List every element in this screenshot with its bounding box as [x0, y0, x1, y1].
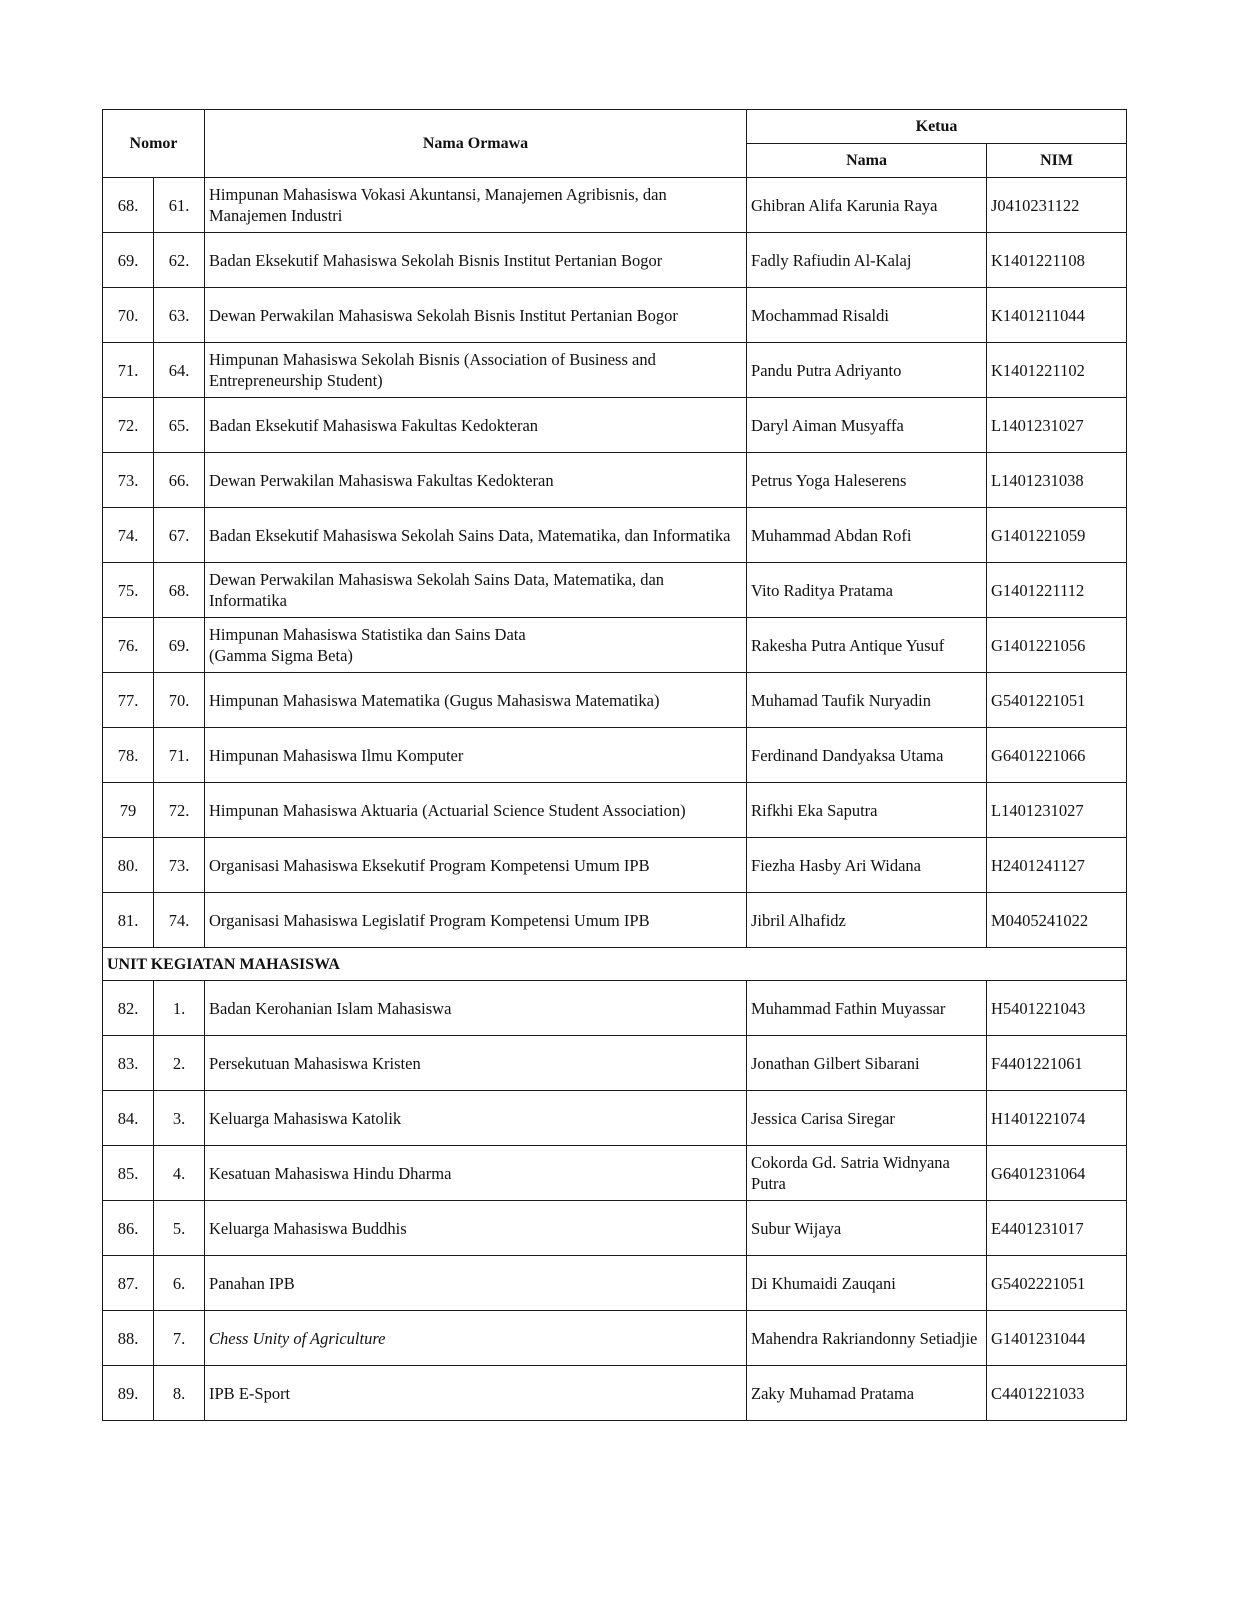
row-number: 79 — [103, 783, 154, 838]
row-sub-number: 69. — [154, 618, 205, 673]
ketua-nim: K1401221108 — [987, 233, 1127, 288]
ketua-nim: M0405241022 — [987, 893, 1127, 948]
ormawa-name: Kesatuan Mahasiswa Hindu Dharma — [205, 1146, 747, 1201]
table-row — [103, 563, 1127, 618]
table-row — [103, 1311, 1127, 1366]
ormawa-name: Panahan IPB — [205, 1256, 747, 1311]
header-ketua: Ketua — [747, 110, 1127, 144]
table-row — [103, 1201, 1127, 1256]
ketua-nim: H1401221074 — [987, 1091, 1127, 1146]
ketua-name: Di Khumaidi Zauqani — [747, 1256, 987, 1311]
ormawa-name: Himpunan Mahasiswa Aktuaria (Actuarial Science Student Association) — [205, 783, 747, 838]
section-title: UNIT KEGIATAN MAHASISWA — [103, 948, 1127, 981]
row-sub-number: 70. — [154, 673, 205, 728]
ketua-name: Cokorda Gd. Satria Widnyana Putra — [747, 1146, 987, 1201]
table-row — [103, 981, 1127, 1036]
ketua-name: Fiezha Hasby Ari Widana — [747, 838, 987, 893]
ormawa-name: IPB E-Sport — [205, 1366, 747, 1421]
row-number: 76. — [103, 618, 154, 673]
ormawa-name: Himpunan Mahasiswa Sekolah Bisnis (Association of Business and Entrepreneurship Student) — [205, 343, 747, 398]
table-row — [103, 233, 1127, 288]
ormawa-name: Himpunan Mahasiswa Ilmu Komputer — [205, 728, 747, 783]
ketua-nim: C4401221033 — [987, 1366, 1127, 1421]
row-number: 72. — [103, 398, 154, 453]
row-sub-number: 65. — [154, 398, 205, 453]
ormawa-name: Keluarga Mahasiswa Buddhis — [205, 1201, 747, 1256]
ketua-nim: L1401231027 — [987, 398, 1127, 453]
row-sub-number: 4. — [154, 1146, 205, 1201]
table-row — [103, 1256, 1127, 1311]
row-sub-number: 71. — [154, 728, 205, 783]
ketua-name: Ghibran Alifa Karunia Raya — [747, 178, 987, 233]
table-row — [103, 508, 1127, 563]
ketua-name: Mochammad Risaldi — [747, 288, 987, 343]
ormawa-name: Persekutuan Mahasiswa Kristen — [205, 1036, 747, 1091]
ormawa-name: Organisasi Mahasiswa Eksekutif Program Kompetensi Umum IPB — [205, 838, 747, 893]
table-row — [103, 783, 1127, 838]
row-number: 85. — [103, 1146, 154, 1201]
row-sub-number: 7. — [154, 1311, 205, 1366]
row-number: 71. — [103, 343, 154, 398]
ketua-name: Muhammad Fathin Muyassar — [747, 981, 987, 1036]
ormawa-name: Chess Unity of Agriculture — [205, 1311, 747, 1366]
table-row — [103, 893, 1127, 948]
ormawa-name: Himpunan Mahasiswa Vokasi Akuntansi, Manajemen Agribisnis, dan Manajemen Industri — [205, 178, 747, 233]
ketua-name: Muhammad Abdan Rofi — [747, 508, 987, 563]
row-number: 68. — [103, 178, 154, 233]
ketua-name: Jessica Carisa Siregar — [747, 1091, 987, 1146]
table-row — [103, 398, 1127, 453]
ketua-name: Pandu Putra Adriyanto — [747, 343, 987, 398]
row-number: 83. — [103, 1036, 154, 1091]
row-sub-number: 5. — [154, 1201, 205, 1256]
row-number: 82. — [103, 981, 154, 1036]
ketua-nim: G5402221051 — [987, 1256, 1127, 1311]
table-row — [103, 343, 1127, 398]
row-number: 80. — [103, 838, 154, 893]
row-number: 73. — [103, 453, 154, 508]
ketua-nim: H2401241127 — [987, 838, 1127, 893]
row-number: 89. — [103, 1366, 154, 1421]
row-sub-number: 2. — [154, 1036, 205, 1091]
ketua-nim: G1401221112 — [987, 563, 1127, 618]
table-row — [103, 288, 1127, 343]
ketua-name: Vito Raditya Pratama — [747, 563, 987, 618]
ormawa-name: Himpunan Mahasiswa Matematika (Gugus Mahasiswa Matematika) — [205, 673, 747, 728]
ketua-nim: K1401211044 — [987, 288, 1127, 343]
table-row — [103, 728, 1127, 783]
row-number: 74. — [103, 508, 154, 563]
ketua-nim: H5401221043 — [987, 981, 1127, 1036]
ketua-name: Jibril Alhafidz — [747, 893, 987, 948]
ketua-name: Subur Wijaya — [747, 1201, 987, 1256]
ketua-nim: K1401221102 — [987, 343, 1127, 398]
ketua-name: Rakesha Putra Antique Yusuf — [747, 618, 987, 673]
row-number: 86. — [103, 1201, 154, 1256]
ketua-nim: G6401231064 — [987, 1146, 1127, 1201]
ketua-name: Zaky Muhamad Pratama — [747, 1366, 987, 1421]
table-row — [103, 1036, 1127, 1091]
ormawa-name: Badan Kerohanian Islam Mahasiswa — [205, 981, 747, 1036]
ormawa-name: Organisasi Mahasiswa Legislatif Program Kompetensi Umum IPB — [205, 893, 747, 948]
table-row — [103, 1366, 1127, 1421]
ormawa-name: Badan Eksekutif Mahasiswa Sekolah Sains Data, Matematika, dan Informatika — [205, 508, 747, 563]
row-sub-number: 3. — [154, 1091, 205, 1146]
row-sub-number: 8. — [154, 1366, 205, 1421]
row-sub-number: 61. — [154, 178, 205, 233]
ketua-name: Ferdinand Dandyaksa Utama — [747, 728, 987, 783]
table-body-ukm — [103, 981, 1127, 1421]
table-section — [103, 948, 1127, 981]
row-sub-number: 63. — [154, 288, 205, 343]
header-nama-ormawa: Nama Ormawa — [205, 110, 747, 178]
table-row — [103, 178, 1127, 233]
row-sub-number: 6. — [154, 1256, 205, 1311]
ormawa-name: Dewan Perwakilan Mahasiswa Sekolah Sains Data, Matematika, dan Informatika — [205, 563, 747, 618]
ormawa-name: Dewan Perwakilan Mahasiswa Fakultas Kedokteran — [205, 453, 747, 508]
table-row — [103, 673, 1127, 728]
row-number: 84. — [103, 1091, 154, 1146]
row-sub-number: 66. — [154, 453, 205, 508]
table-body-ormawa — [103, 178, 1127, 948]
ketua-name: Jonathan Gilbert Sibarani — [747, 1036, 987, 1091]
ketua-name: Daryl Aiman Musyaffa — [747, 398, 987, 453]
ormawa-name: Badan Eksekutif Mahasiswa Fakultas Kedokteran — [205, 398, 747, 453]
row-number: 81. — [103, 893, 154, 948]
ormawa-name: Dewan Perwakilan Mahasiswa Sekolah Bisnis Institut Pertanian Bogor — [205, 288, 747, 343]
table-row — [103, 838, 1127, 893]
table-row — [103, 618, 1127, 673]
row-number: 88. — [103, 1311, 154, 1366]
row-sub-number: 62. — [154, 233, 205, 288]
table-row — [103, 1091, 1127, 1146]
ormawa-name: Badan Eksekutif Mahasiswa Sekolah Bisnis Institut Pertanian Bogor — [205, 233, 747, 288]
ketua-name: Rifkhi Eka Saputra — [747, 783, 987, 838]
row-sub-number: 68. — [154, 563, 205, 618]
ketua-nim: G1401221059 — [987, 508, 1127, 563]
row-number: 87. — [103, 1256, 154, 1311]
ketua-nim: G5401221051 — [987, 673, 1127, 728]
ketua-nim: G1401221056 — [987, 618, 1127, 673]
row-number: 77. — [103, 673, 154, 728]
ketua-nim: L1401231038 — [987, 453, 1127, 508]
header-nomor: Nomor — [103, 110, 205, 178]
ormawa-name: Keluarga Mahasiswa Katolik — [205, 1091, 747, 1146]
row-sub-number: 64. — [154, 343, 205, 398]
ketua-nim: L1401231027 — [987, 783, 1127, 838]
header-nama: Nama — [747, 144, 987, 178]
row-sub-number: 74. — [154, 893, 205, 948]
ketua-nim: G6401221066 — [987, 728, 1127, 783]
ketua-name: Fadly Rafiudin Al-Kalaj — [747, 233, 987, 288]
ormawa-name: Himpunan Mahasiswa Statistika dan Sains Data (Gamma Sigma Beta) — [205, 618, 747, 673]
row-number: 69. — [103, 233, 154, 288]
row-sub-number: 73. — [154, 838, 205, 893]
ketua-nim: G1401231044 — [987, 1311, 1127, 1366]
row-sub-number: 67. — [154, 508, 205, 563]
row-sub-number: 72. — [154, 783, 205, 838]
header-nim: NIM — [987, 144, 1127, 178]
ketua-name: Mahendra Rakriandonny Setiadjie — [747, 1311, 987, 1366]
row-number: 70. — [103, 288, 154, 343]
row-number: 78. — [103, 728, 154, 783]
ketua-nim: E4401231017 — [987, 1201, 1127, 1256]
ketua-name: Muhamad Taufik Nuryadin — [747, 673, 987, 728]
ketua-nim: F4401221061 — [987, 1036, 1127, 1091]
row-sub-number: 1. — [154, 981, 205, 1036]
ormawa-table — [102, 109, 1127, 1421]
table-row — [103, 453, 1127, 508]
table-row — [103, 1146, 1127, 1201]
ketua-nim: J0410231122 — [987, 178, 1127, 233]
row-number: 75. — [103, 563, 154, 618]
ketua-name: Petrus Yoga Haleserens — [747, 453, 987, 508]
